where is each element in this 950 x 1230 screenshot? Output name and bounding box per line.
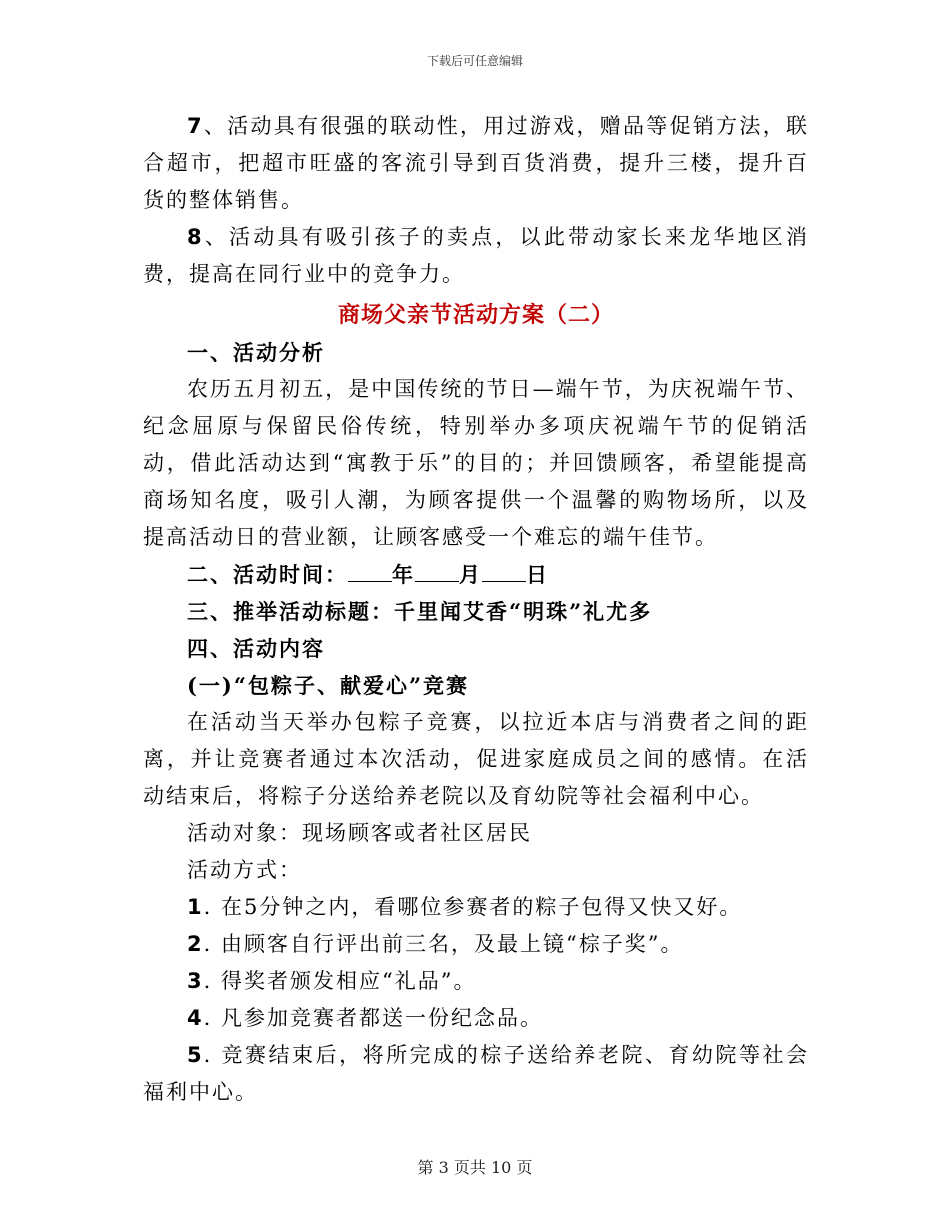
list-item xyxy=(143,963,809,1000)
list-item xyxy=(143,926,809,963)
paragraph-8 xyxy=(143,219,809,293)
list-item-text: . 由顾客自行评出前三名，及最上镜“棕子奖”。 xyxy=(203,932,684,956)
year-label: 年 xyxy=(392,562,415,587)
month-blank xyxy=(415,559,459,582)
heading-activity-content: 四、活动内容 xyxy=(187,636,325,661)
list-item xyxy=(143,1037,809,1111)
heading-activity-title: 三、推举活动标题：千里闻艾香“明珠”礼尤多 xyxy=(187,599,653,624)
document-body xyxy=(143,108,809,1111)
list-item-text: . 竞赛结束后，将所完成的棕子送给养老院、育幼院等社会福利中心。 xyxy=(143,1043,809,1104)
list-item-text: . 凡参加竞赛者都送一份纪念品。 xyxy=(203,1006,543,1030)
heading-activity-time xyxy=(143,556,809,593)
heading-activity-analysis: 一、活动分析 xyxy=(187,340,325,365)
list-item-number: 2 xyxy=(187,932,204,956)
section-title: 商场父亲节活动方案（二） xyxy=(337,302,614,328)
list-item xyxy=(143,1000,809,1037)
month-label: 月 xyxy=(459,562,482,587)
subheading-zongzi-contest: (一)“包粽子、献爱心”竞赛 xyxy=(187,673,470,698)
day-label: 日 xyxy=(526,562,549,587)
paragraph-text: 、活动具有很强的联动性，用过游戏，赠品等促销方法，联合超市，把超市旺盛的客流引导到百货消费，提升三楼，提升百货的整体销售。 xyxy=(143,114,809,212)
day-blank xyxy=(482,559,526,582)
page-footer: 第 3 页共 10 页 xyxy=(417,1158,533,1177)
year-blank xyxy=(348,559,392,582)
list-item-number: 3 xyxy=(187,969,204,993)
activity-target: 活动对象：现场顾客或者社区居民 xyxy=(187,821,532,845)
list-item-text: . 得奖者颁发相应“礼品”。 xyxy=(203,969,477,993)
list-item xyxy=(143,889,809,926)
contest-body: 在活动当天举办包粽子竞赛，以拉近本店与消费者之间的距离，并让竞赛者通过本次活动，促进家庭成员之间的感情。在活动结束后，将粽子分送给养老院以及育幼院等社会福利中心。 xyxy=(143,710,809,808)
list-item-number: 5 xyxy=(187,1043,204,1067)
paragraph-7 xyxy=(143,108,809,219)
list-item-number: 1 xyxy=(187,895,204,919)
list-item-number: 4 xyxy=(187,1006,204,1030)
activity-analysis-body: 农历五月初五，是中国传统的节日—端午节，为庆祝端午节、纪念屈原与保留民俗传统，特别举办多项庆祝端午节的促销活动，借此活动达到“寓教于乐”的目的；并回馈顾客，希望能提高商场知名度，吸引人潮，为顾客提供一个温馨的购物场所，以及提高活动日的营业额，让顾客感受一个难忘的端午佳节。 xyxy=(143,377,809,549)
paragraph-text: 、活动具有吸引孩子的卖点，以此带动家长来龙华地区消费，提高在同行业中的竞争力。 xyxy=(143,225,809,286)
list-item-text: . 在5分钟之内，看哪位参赛者的粽子包得又快又好。 xyxy=(203,895,743,919)
paragraph-number: 7 xyxy=(187,114,204,138)
activity-method: 活动方式： xyxy=(187,858,302,882)
activity-time-label: 二、活动时间： xyxy=(187,562,348,587)
page-header: 下载后可任意编辑 xyxy=(426,54,523,68)
paragraph-number: 8 xyxy=(187,225,204,249)
